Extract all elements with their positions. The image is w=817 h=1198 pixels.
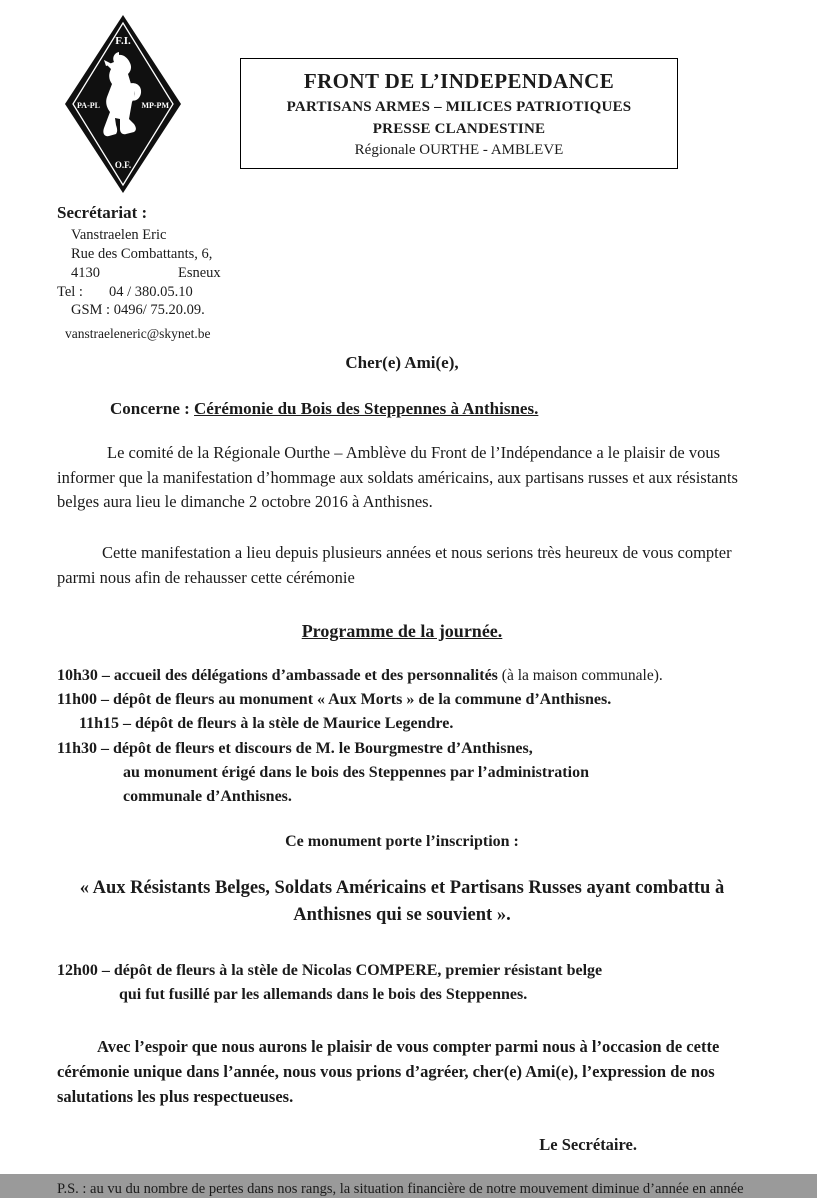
program-item-11h00: [57, 688, 747, 712]
subject-label: Concerne :: [110, 398, 195, 418]
secretariat-email: vanstraeleneric@skynet.be: [65, 326, 211, 342]
city: Esneux: [178, 264, 221, 281]
secretariat-gsm-line: GSM : 0496/ 75.20.09.: [71, 302, 205, 319]
program-title: Programme de la journée.: [301, 620, 503, 641]
inscription-quote: « Aux Résistants Belges, Soldats Américains et Partisans Russes ayant combattu à Anthisnes qui se souvient ».: [79, 878, 725, 926]
logo-bottom-label: O.F.: [114, 160, 132, 170]
organization-title: FRONT DE L’INDEPENDANCE: [303, 69, 615, 93]
program-item-11h30: [57, 737, 747, 761]
logo-left-label: PA-PL: [77, 101, 100, 110]
program-item-11h30-cont-1: [57, 761, 747, 785]
program-item-10h30-bold: 10h30 – accueil des délégations d’ambassade et des personnalités: [57, 666, 498, 684]
paragraph-1: Le comité de la Régionale Ourthe – Amblève du Front de l’Indépendance a le plaisir de vous informer que la manifestation d’hommage aux soldats américains, aux partisans russes et aux résistants belges aura lieu le dimanche 2 octobre 2016 à Anthisnes.: [57, 442, 738, 512]
logo-top-label: F.I.: [115, 35, 131, 47]
program-item-10h30-normal: (à la maison communale).: [497, 666, 663, 684]
subject-text: Cérémonie du Bois des Steppennes à Anthisnes.: [194, 398, 539, 418]
organization-regional: Régionale OURTHE - AMBLEVE: [354, 142, 564, 158]
postal-code: 4130: [71, 264, 100, 281]
program-item-11h30-bold: 11h30 – dépôt de fleurs et discours de M. le Bourgmestre d’Anthisnes,: [57, 739, 533, 757]
tel-number: 04 / 380.05.10: [108, 283, 193, 300]
subject-line: [57, 399, 747, 419]
program-item-11h30-cont-1-text: au monument érigé dans le bois des Steppennes par l’administration: [123, 763, 589, 781]
program-item-10h30: [57, 664, 747, 688]
salutation: Cher(e) Ami(e),: [345, 352, 459, 372]
letter-body: [57, 353, 747, 1198]
postscript: P.S. : au vu du nombre de pertes dans nos rangs, la situation financière de notre mouvement diminue d’année en année: [57, 1181, 744, 1198]
paragraph-2: Cette manifestation a lieu depuis plusieurs années et nous serions très heureux de vous compter parmi nous afin de rehausser cette cérémonie: [57, 543, 732, 587]
fi-diamond-lion-icon: [62, 12, 184, 196]
organization-subtitle-2: PRESSE CLANDESTINE: [372, 121, 546, 137]
secretariat-city-line: [57, 264, 817, 283]
program-item-11h30-cont-2: [57, 785, 747, 809]
program-item-11h00-bold: 11h00 – dépôt de fleurs au monument « Aux Morts » de la commune d’Anthisnes.: [57, 690, 612, 708]
logo-right-label: MP-PM: [141, 101, 169, 110]
program-item-11h15-bold: 11h15 – dépôt de fleurs à la stèle de Maurice Legendre.: [79, 715, 454, 733]
header-box: [240, 58, 678, 169]
letterhead: [0, 0, 817, 200]
inscription-intro: Ce monument porte l’inscription :: [285, 833, 519, 851]
program-schedule: [57, 664, 747, 810]
program-item-11h30-cont-2-text: communale d’Anthisnes.: [123, 788, 292, 806]
program-item-11h15: [57, 712, 747, 736]
program-item-12h00-line2: qui fut fusillé par les allemands dans le bois des Steppennes.: [119, 986, 528, 1004]
organization-logo: [62, 12, 184, 201]
secretariat-tel-line: [57, 283, 817, 302]
program-item-12h00: [57, 959, 747, 1007]
secretariat-name: Vanstraelen Eric: [71, 227, 167, 244]
program-item-12h00-line1: 12h00 – dépôt de fleurs à la stèle de Nicolas COMPERE, premier résistant belge: [57, 962, 603, 980]
secretariat-street: Rue des Combattants, 6,: [71, 245, 213, 262]
tel-label: Tel :: [57, 283, 83, 300]
closing-paragraph: Avec l’espoir que nous aurons le plaisir de vous compter parmi nous à l’occasion de cette cérémonie unique dans l’année, nous vous prions d’agréer, cher(e) Ami(e), l’expression de nos salutations les plus respectueuses.: [57, 1037, 720, 1106]
secretariat-heading: Secrétariat :: [57, 203, 148, 222]
signature: Le Secrétaire.: [539, 1135, 637, 1155]
secretariat-block: [57, 202, 817, 343]
organization-subtitle-1: PARTISANS ARMES – MILICES PATRIOTIQUES: [286, 99, 632, 115]
